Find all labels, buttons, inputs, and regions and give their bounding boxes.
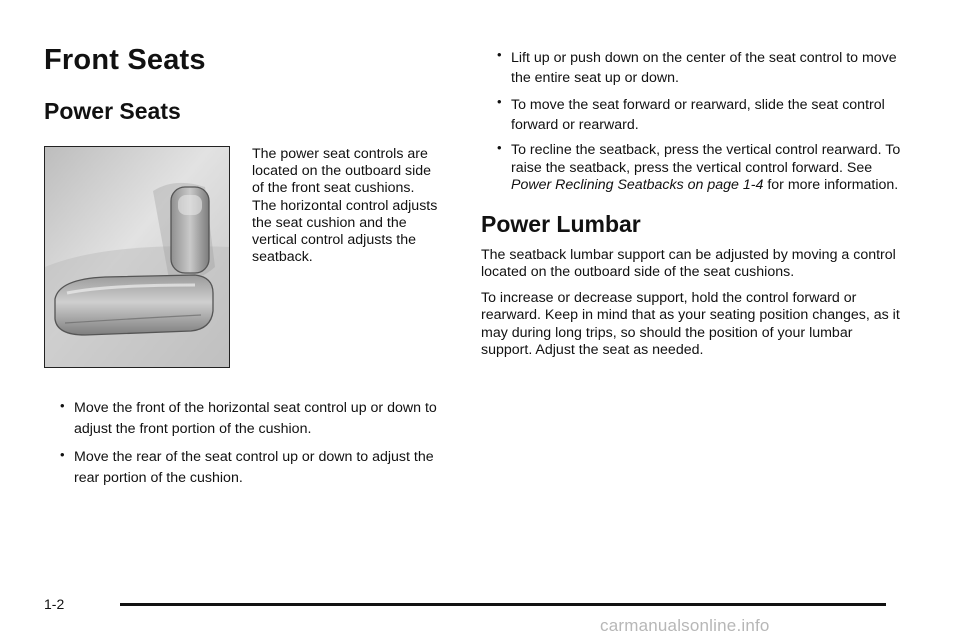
list-item-text: Move the rear of the seat control up or down to adjust the rear portion of the cushion.: [74, 449, 434, 486]
list-item: [44, 398, 444, 440]
list-item-text: Move the front of the horizontal seat control up or down to adjust the front portion of the cushion.: [74, 400, 437, 437]
page-title: Front Seats: [44, 44, 206, 76]
bullet-icon: •: [60, 447, 65, 462]
bullet-icon: •: [60, 398, 65, 413]
seat-controls-drawing: [45, 147, 229, 367]
list-item-text: To recline the seatback, press the vertical control rearward. To raise the seatback, press the vertical control forward. See: [511, 142, 901, 176]
bullet-icon: •: [497, 94, 502, 109]
list-item: [481, 48, 901, 88]
left-column: [44, 40, 444, 496]
figure-caption: The power seat controls are located on the outboard side of the front seat cushions. The horizontal control adjusts the seat cushion and the vertical control adjusts the seatback.: [252, 146, 438, 266]
list-item-text: Lift up or push down on the center of the seat control to move the entire seat up or down.: [511, 50, 897, 86]
seat-adjust-list-right: [481, 48, 901, 195]
lumbar-paragraph: To increase or decrease support, hold the control forward or rearward. Keep in mind that as your seating position changes, as it may during long trips, so should the position of your lumbar support. Adjust the seat as needed.: [481, 290, 900, 358]
power-seats-heading: Power Seats: [44, 98, 181, 124]
page-number: 1-2: [44, 596, 65, 612]
list-item-text: To move the seat forward or rearward, slide the seat control forward or rearward.: [511, 97, 885, 133]
list-item: [44, 447, 444, 489]
lumbar-paragraph: The seatback lumbar support can be adjusted by moving a control located on the outboard side of the seat cushions.: [481, 246, 896, 280]
bullet-icon: •: [497, 47, 502, 62]
list-item: [481, 142, 901, 195]
seat-controls-illustration: [44, 146, 230, 368]
bullet-icon: •: [497, 140, 502, 155]
right-column: [481, 48, 901, 368]
watermark: carmanualsonline.info: [600, 616, 770, 635]
power-lumbar-heading: Power Lumbar: [481, 210, 641, 237]
figure-row: [44, 146, 444, 368]
cross-reference: Power Reclining Seatbacks on page 1-4: [511, 177, 764, 194]
footer-rule: [120, 603, 886, 606]
list-item: [481, 95, 901, 135]
list-item-text-end: for more information.: [763, 177, 899, 194]
seat-adjust-list-left: [44, 398, 444, 489]
